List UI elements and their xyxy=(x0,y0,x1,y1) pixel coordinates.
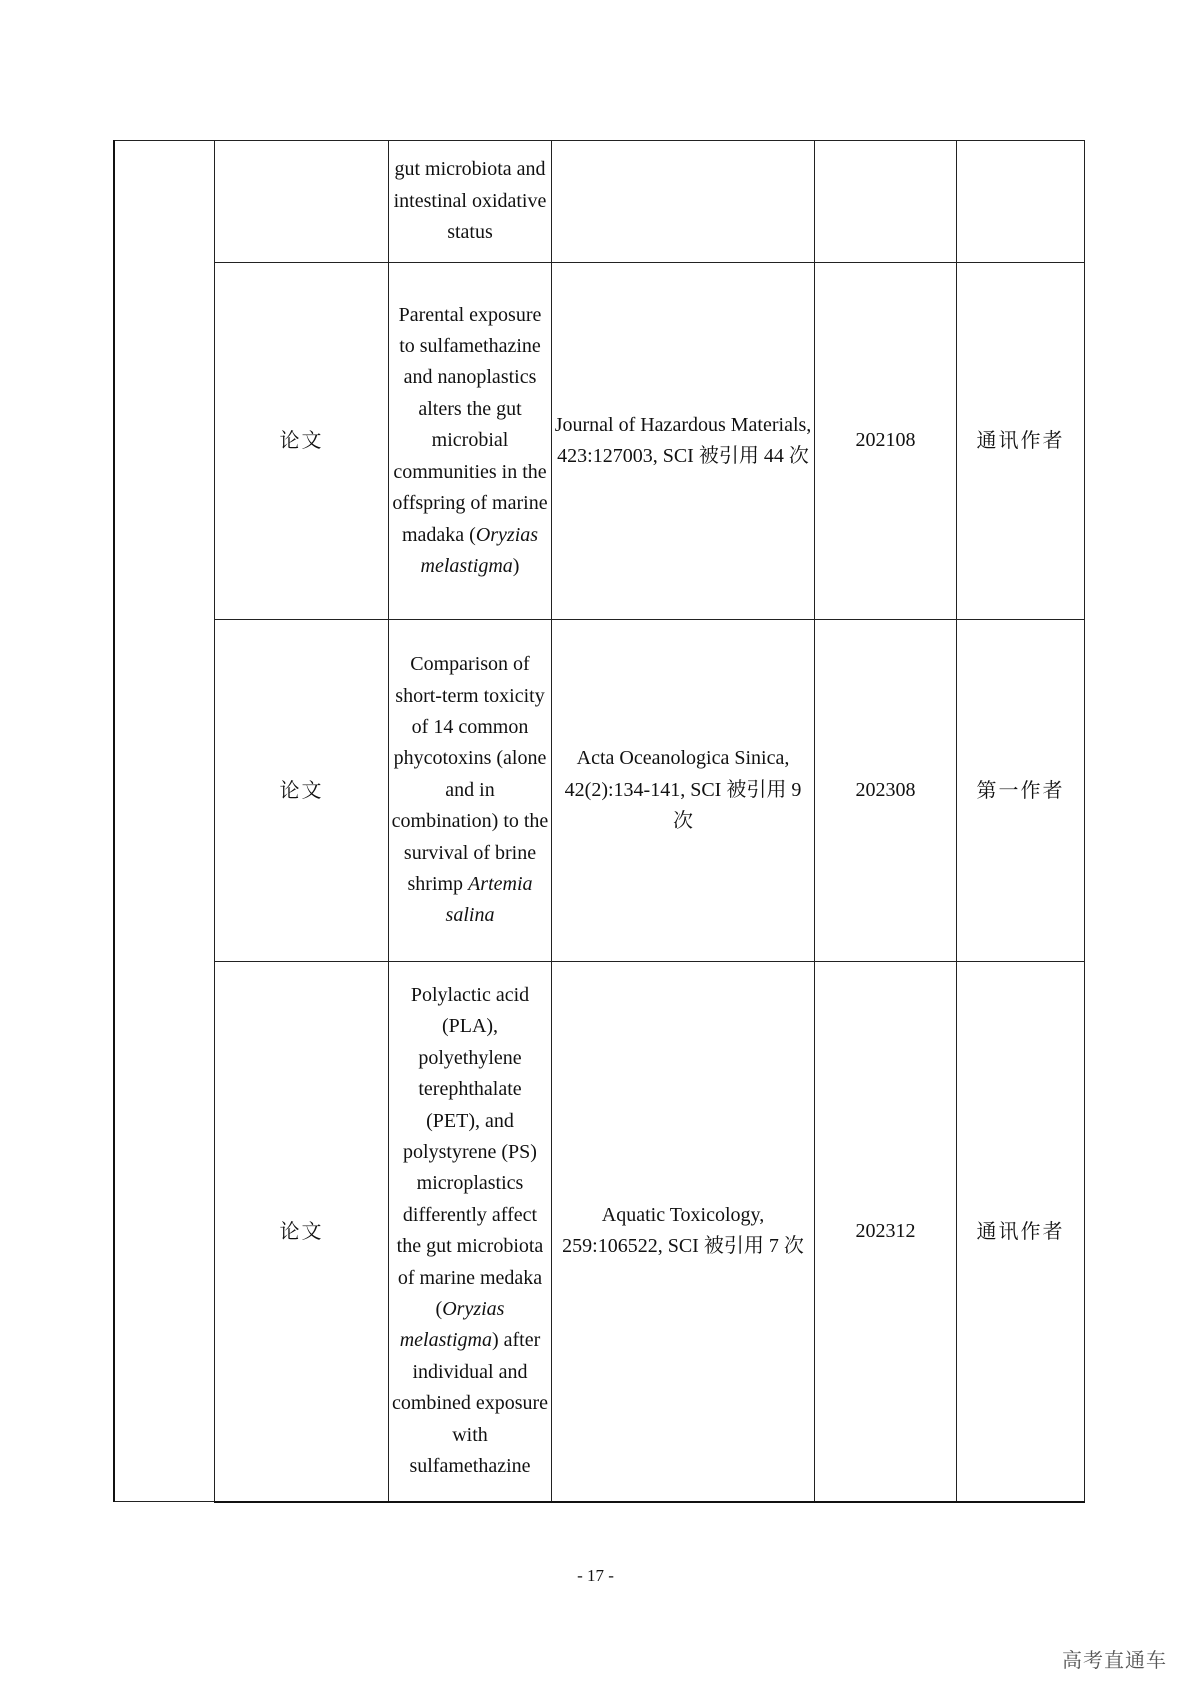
role-cell: 通讯作者 xyxy=(957,263,1085,620)
journal-cell: Journal of Hazardous Materials, 423:127003, SCI 被引用 44 次 xyxy=(552,263,815,620)
type-cell: 论文 xyxy=(215,962,389,1502)
title-cell: gut microbiota and intestinal oxidative status xyxy=(389,141,552,263)
date-cell xyxy=(815,141,957,263)
date-cell: 202312 xyxy=(815,962,957,1502)
title-text: Parental exposure to sulfamethazine and nanoplastics alters the gut microbial communities in the offspring of marine madaka ( xyxy=(392,303,548,546)
role-cell xyxy=(957,141,1085,263)
publication-table xyxy=(113,140,1085,1503)
species-name: Oryzias melastigma xyxy=(420,523,539,577)
table-row xyxy=(114,962,1085,1502)
date-cell: 202308 xyxy=(815,620,957,962)
species-name: Oryzias melastigma xyxy=(399,1298,505,1352)
title-text: Comparison of short-term toxicity of 14 common phycotoxins (alone and in combination) to the survival of brine shrimp xyxy=(391,653,549,896)
journal-cell: Aquatic Toxicology, 259:106522, SCI 被引用 7 次 xyxy=(552,962,815,1502)
species-name: Artemia salina xyxy=(445,873,533,927)
table-row xyxy=(114,141,1085,263)
title-text: ) after individual and combined exposure with sulfamethazine xyxy=(391,1329,549,1478)
role-cell: 第一作者 xyxy=(957,620,1085,962)
title-cell xyxy=(389,620,552,962)
date-cell: 202108 xyxy=(815,263,957,620)
journal-cell xyxy=(552,141,815,263)
type-cell xyxy=(215,141,389,263)
type-cell: 论文 xyxy=(215,263,389,620)
table-row xyxy=(114,620,1085,962)
title-cell xyxy=(389,962,552,1502)
section-label-cell xyxy=(114,141,215,1502)
journal-cell: Acta Oceanologica Sinica, 42(2):134-141, SCI 被引用 9 次 xyxy=(552,620,815,962)
table-row xyxy=(114,263,1085,620)
role-cell: 通讯作者 xyxy=(957,962,1085,1502)
title-text: Polylactic acid (PLA), polyethylene terephthalate (PET), and polystyrene (PS) microplastics differently affect the gut microbiota of marine medaka ( xyxy=(396,984,544,1321)
type-cell: 论文 xyxy=(215,620,389,962)
watermark-logo: 高考直通车 xyxy=(1062,1648,1167,1672)
page-number: - 17 - xyxy=(577,1566,614,1585)
title-cell xyxy=(389,263,552,620)
title-text: ) xyxy=(512,554,520,577)
